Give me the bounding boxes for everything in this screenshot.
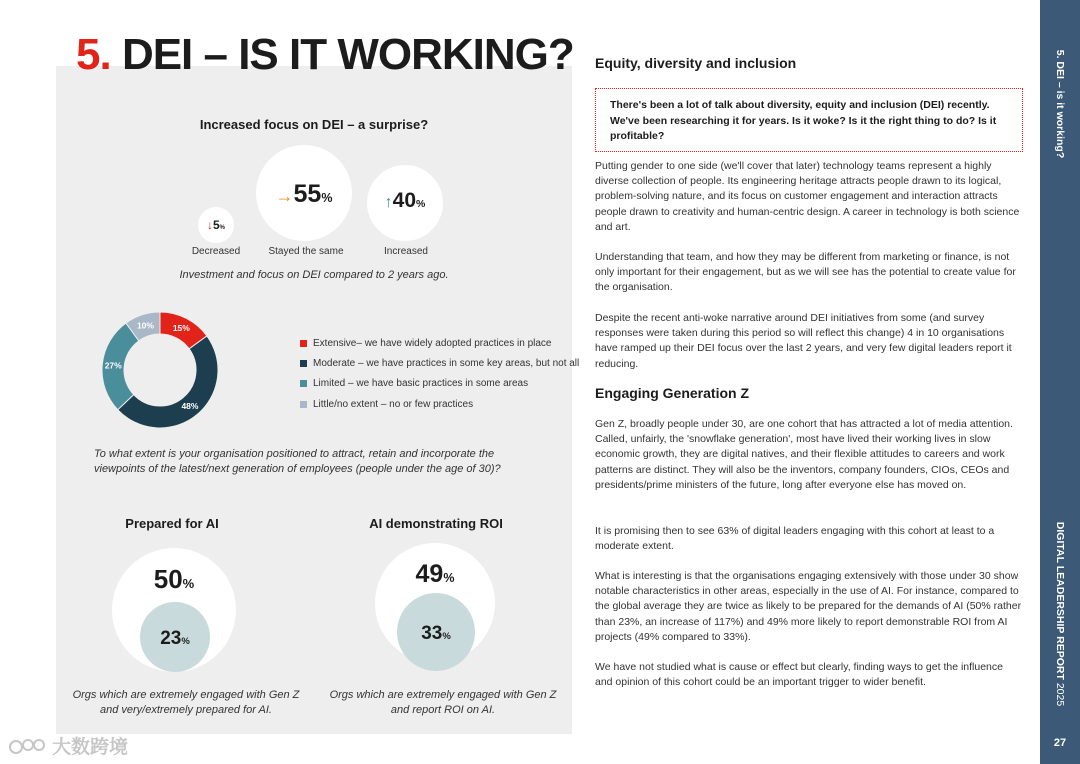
right-arrow-icon: → — [275, 186, 294, 206]
heading-gen-z: Engaging Generation Z — [595, 385, 750, 401]
sidebar-section-label: 5. DEI – is it working? — [1054, 49, 1066, 159]
section-number: 5. — [76, 30, 111, 79]
chart1-caption: Investment and focus on DEI compared to 2 years ago. — [179, 269, 449, 281]
watermark — [8, 732, 128, 759]
page-title — [76, 30, 574, 80]
legend-swatch-extensive — [300, 340, 307, 347]
infographic-panel — [56, 66, 580, 734]
decreased-value-wrap: ↓5% — [206, 218, 226, 232]
pull-quote: There's been a lot of talk about diversity, equity and inclusion (DEI) recently. We've been researching it for years. Is it woke? Is it the right thing to do? Is it profitable? — [595, 88, 1023, 152]
legend-limited: Limited – we have basic practices in some areas — [300, 378, 528, 389]
down-arrow-icon: ↓ — [206, 218, 213, 232]
page-number: 27 — [1053, 737, 1067, 749]
sidebar-report-label: DIGITAL LEADERSHIP REPORT 2025 — [1054, 521, 1066, 707]
prepared-outer-value: 50% — [153, 564, 195, 594]
paragraph-4: Gen Z, broadly people under 30, are one cohort that has attracted a lot of media attention. Called, unfairly, the 'snowflake generation', most have lived their working lives in slow economic growth, they are digital natives, and their flexible attitudes to careers and work patterns are distinct. They will also be the inventors, company founders, CIOs, CEOs and presidents/prime ministers of the future, long after everyone else has moved on. — [595, 418, 1013, 491]
chart3-caption: Orgs which are extremely engaged with Gen Z and very/extremely prepared for AI. — [72, 689, 300, 716]
sidebar — [1040, 0, 1080, 764]
chart4-heading: AI demonstrating ROI — [369, 516, 503, 531]
dei-donut-chart — [100, 310, 220, 430]
heading-edi: Equity, diversity and inclusion — [595, 55, 797, 71]
increased-value: 40 — [392, 189, 416, 212]
increased-value-wrap: ↑40% — [384, 189, 426, 212]
roi-inner-value: 33% — [421, 623, 451, 644]
donut-label-limited: 27% — [104, 360, 122, 371]
watermark-text: 大数跨境 — [52, 737, 129, 758]
decreased-value: 5 — [212, 218, 220, 232]
legend-moderate: Moderate – we have practices in some key areas, but not all — [300, 358, 579, 369]
donut-label-extensive: 15% — [172, 323, 190, 334]
stayed-value-wrap: →55% — [275, 180, 333, 208]
paragraph-1: Putting gender to one side (we'll cover that later) technology teams represent a highly diverse collection of people. Its engineering heritage attracts people drawn to its logical, problem-solving nature, and its focus on customer engagement and interaction attracts people drawn to creativity and human-centric design. A career in technology is both science and art. — [595, 160, 1020, 233]
paragraph-5: It is promising then to see 63% of digital leaders engaging with this cohort at least to a moderate extent. — [595, 525, 995, 553]
paragraph-7: We have not studied what is cause or effect but clearly, finding ways to get the influence and opinion of this cohort could be an important trigger to wider benefit. — [595, 661, 1003, 689]
legend-extensive: Extensive– we have widely adopted practices in place — [300, 338, 551, 349]
decreased-label: Decreased — [191, 246, 241, 257]
stayed-value: 55 — [293, 180, 322, 208]
donut-slice-moderate — [118, 336, 218, 428]
up-arrow-icon: ↑ — [384, 194, 393, 211]
watermark-logo-icon — [8, 736, 48, 756]
legend-swatch-limited — [300, 380, 307, 387]
legend-swatch-little — [300, 401, 307, 408]
roi-outer-value: 49% — [415, 560, 455, 588]
donut-label-little: 10% — [136, 320, 154, 331]
chart1-heading: Increased focus on DEI – a surprise? — [199, 117, 429, 132]
increased-label: Increased — [384, 246, 428, 257]
chart3-heading: Prepared for AI — [125, 516, 219, 531]
section-title: DEI – IS IT WORKING? — [121, 30, 574, 79]
chart4-caption: Orgs which are extremely engaged with Gen Z and report ROI on AI. — [329, 689, 557, 716]
prepared-inner-value: 23% — [160, 628, 190, 649]
paragraph-6: What is interesting is that the organisations engaging extensively with those under 30 show notable characteristics in other areas, especially in the use of AI. For instance, compared to the global average they are twice as likely to be prepared for the demands of AI (50% rather than 23%, an increase of 117%) and 49% more likely to report demonstrable ROI from AI projects (49% compared to 33%). — [595, 570, 1022, 643]
donut-label-moderate: 48% — [181, 401, 199, 412]
stayed-label: Stayed the same — [268, 246, 344, 257]
legend-swatch-moderate — [300, 360, 307, 367]
chart2-caption: To what extent is your organisation positioned to attract, retain and incorporate the viewpoints of the latest/next generation of employees (people under the age of 30)? — [94, 448, 501, 475]
paragraph-2: Understanding that team, and how they may be different from marketing or finance, is not only important for their engagement, but as we will see has the potential to create value for the organisation. — [595, 251, 1016, 294]
paragraph-3: Despite the recent anti-woke narrative around DEI initiatives from some (and survey responses were taken during this period so will reflect this change) 4 in 10 organisations have ramped up their DEI focus over the last 2 years, and very few digital leaders report it reducing. — [595, 312, 1012, 370]
legend-little: Little/no extent – no or few practices — [300, 399, 473, 410]
